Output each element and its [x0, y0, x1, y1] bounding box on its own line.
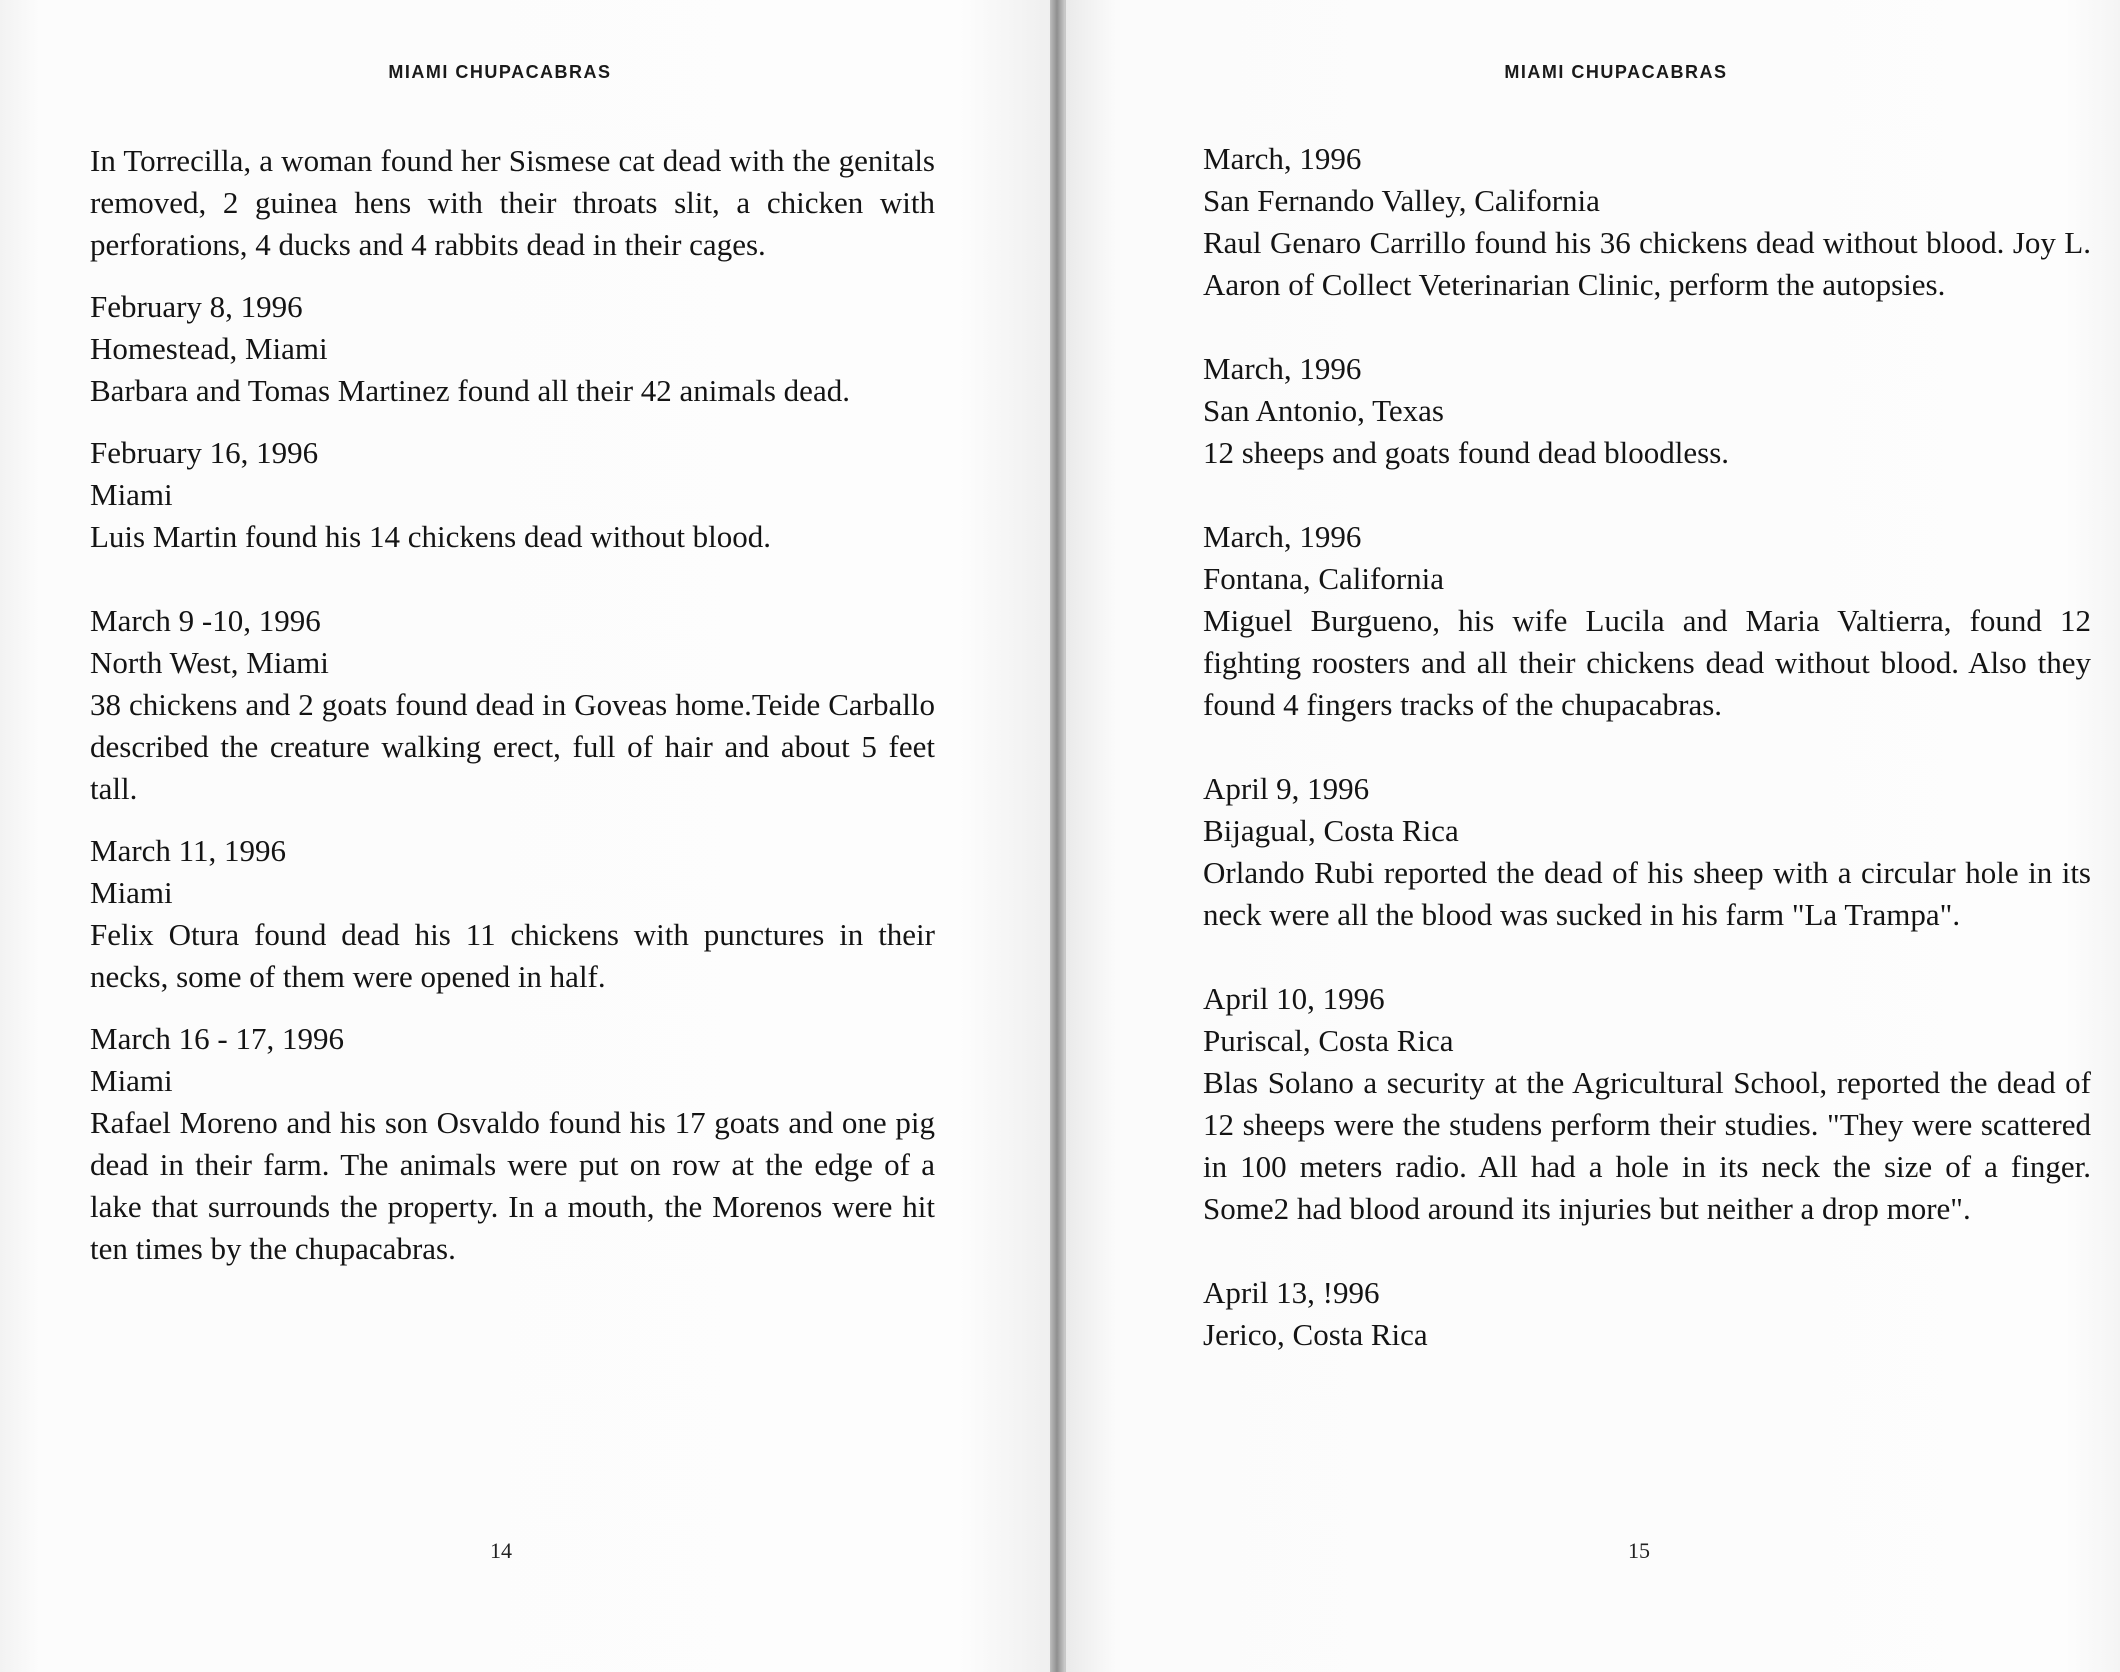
incident-entry [90, 286, 935, 412]
incident-entry [1203, 1272, 2091, 1356]
entry-place: North West, Miami [90, 645, 329, 680]
entry-place: Fontana, California [1203, 561, 1445, 596]
right-page-body [1203, 138, 2091, 1398]
entry-text: Orlando Rubi reported the dead of his sheep with a circular hole in its neck were all the blood was sucked in his farm "La Trampa". [1203, 855, 2091, 932]
entry-text: 38 chickens and 2 goats found dead in Goveas home.Teide Carballo described the creature walking erect, full of hair and about 5 feet tall. [90, 687, 935, 806]
incident-entry [90, 600, 935, 810]
entry-date: March 9 -10, 1996 [90, 603, 321, 638]
entry-place: Miami [90, 477, 173, 512]
intro-paragraph [90, 140, 935, 266]
entry-date: March 11, 1996 [90, 833, 287, 868]
left-page [0, 0, 1052, 1672]
entry-place: Homestead, Miami [90, 331, 328, 366]
entry-date: April 9, 1996 [1203, 771, 1370, 806]
entry-date: March, 1996 [1203, 141, 1362, 176]
page-number-right: 15 [1628, 1538, 1650, 1563]
entry-date: February 8, 1996 [90, 289, 303, 324]
page-number-left: 14 [490, 1538, 512, 1563]
incident-entry [90, 1018, 935, 1270]
entry-date: March 16 - 17, 1996 [90, 1021, 344, 1056]
incident-entry [1203, 348, 2091, 474]
entry-text: Luis Martin found his 14 chickens dead without blood. [90, 519, 772, 554]
entry-place: Puriscal, Costa Rica [1203, 1023, 1454, 1058]
entry-date: March, 1996 [1203, 519, 1362, 554]
running-head-left: MIAMI CHUPACABRAS [388, 62, 612, 82]
incident-entry [90, 432, 935, 558]
entry-text: Raul Genaro Carrillo found his 36 chickens dead without blood. Joy L. Aaron of Collect Veterinarian Clinic, perform the autopsies. [1203, 225, 2091, 302]
entry-date: February 16, 1996 [90, 435, 319, 470]
entry-date: March, 1996 [1203, 351, 1362, 386]
entry-place: Jerico, Costa Rica [1203, 1317, 1428, 1352]
entry-place: Miami [90, 875, 173, 910]
entry-place: Miami [90, 1063, 173, 1098]
left-page-body [90, 140, 935, 1290]
entry-place: Bijagual, Costa Rica [1203, 813, 1459, 848]
incident-entry [90, 830, 935, 998]
book-gutter [1050, 0, 1064, 1672]
entry-text: Blas Solano a security at the Agricultural School, reported the dead of 12 sheeps were the studens perform their studies. "They were scattered in 100 meters radio. All had a hole in its neck the size of a finger. Some2 had blood around its injuries but neither a drop more". [1203, 1065, 2091, 1226]
entry-date: April 10, 1996 [1203, 981, 1385, 1016]
entry-date: April 13, !996 [1203, 1275, 1380, 1310]
entry-text: Barbara and Tomas Martinez found all their 42 animals dead. [90, 373, 850, 408]
incident-entry [1203, 138, 2091, 306]
entry-place: San Fernando Valley, California [1203, 183, 1600, 218]
entry-place: San Antonio, Texas [1203, 393, 1444, 428]
running-head-right: MIAMI CHUPACABRAS [1504, 62, 1728, 82]
incident-entry [1203, 768, 2091, 936]
incident-entry [1203, 978, 2091, 1230]
incident-entry [1203, 516, 2091, 726]
entry-text: Felix Otura found dead his 11 chickens with punctures in their necks, some of them were opened in half. [90, 917, 935, 994]
intro-text: In Torrecilla, a woman found her Sismese cat dead with the genitals removed, 2 guinea hens with their throats slit, a chicken with perforations, 4 ducks and 4 rabbits dead in their cages. [90, 143, 935, 262]
entry-text: Rafael Moreno and his son Osvaldo found his 17 goats and one pig dead in their farm. The animals were put on row at the edge of a lake that surrounds the property. In a mouth, the Morenos were hit ten times by the chupacabras. [90, 1105, 935, 1266]
entry-text: 12 sheeps and goats found dead bloodless. [1203, 435, 1730, 470]
right-page [1064, 0, 2120, 1672]
entry-text: Miguel Burgueno, his wife Lucila and Maria Valtierra, found 12 fighting roosters and all their chickens dead without blood. Also they found 4 fingers tracks of the chupacabras. [1203, 603, 2091, 722]
